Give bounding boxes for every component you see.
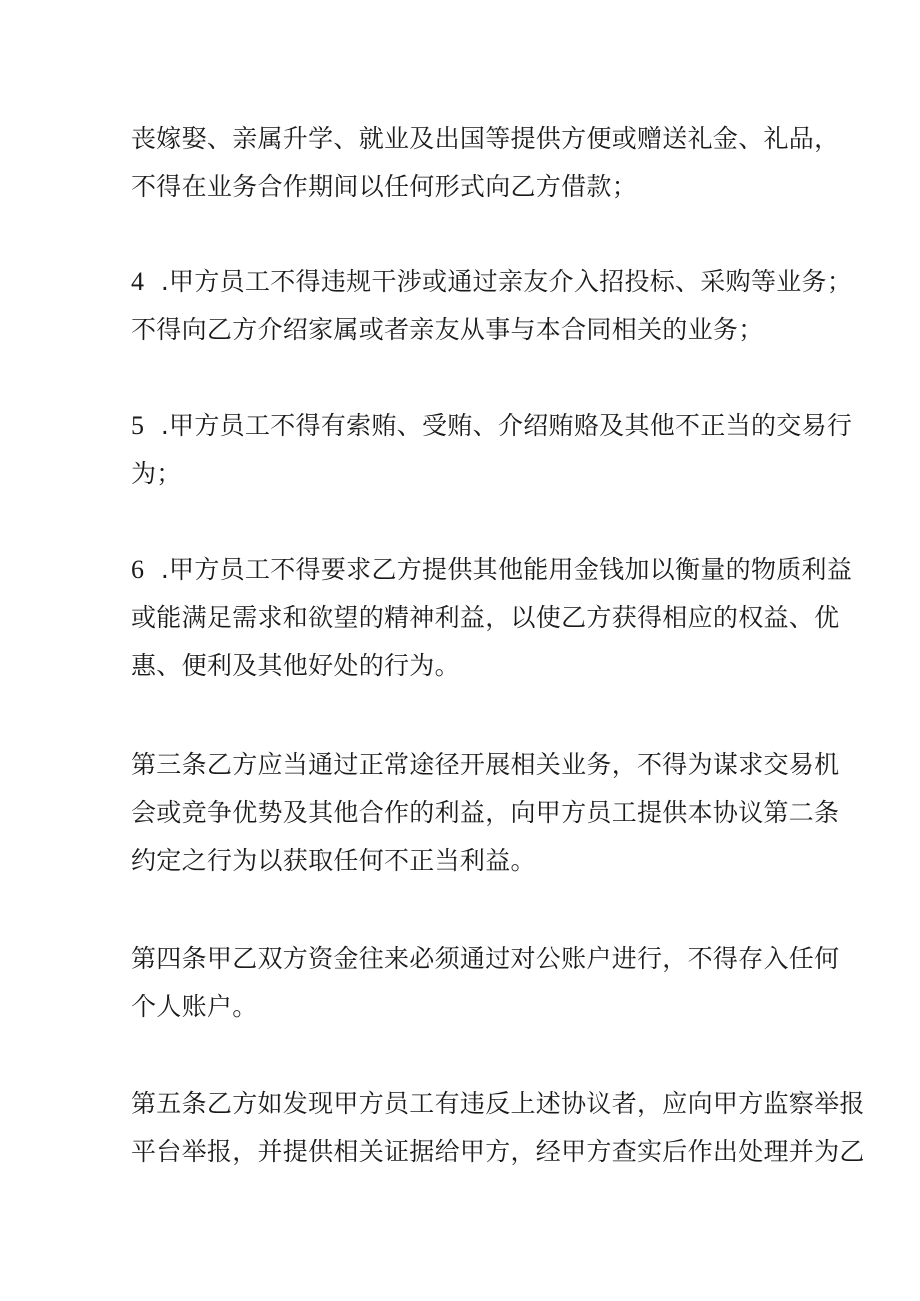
- item-number: 6: [131, 555, 145, 584]
- text-line: [131, 546, 853, 594]
- text-line: 第五条乙方如发现甲方员工有违反上述协议者，应向甲方监察举报: [131, 1089, 865, 1118]
- paragraph-item-5: [131, 402, 853, 498]
- paragraph-article-5: [131, 1080, 865, 1176]
- item-number: 4: [131, 267, 145, 296]
- text-line: 惠、便利及其他好处的行为。: [131, 651, 460, 680]
- paragraph-item-6: [131, 546, 853, 690]
- text-line: 平台举报，并提供相关证据给甲方，经甲方查实后作出处理并为乙: [131, 1137, 865, 1166]
- text-line: 第三条乙方应当通过正常途径开展相关业务，不得为谋求交易机: [131, 750, 840, 779]
- text-line: 为；: [131, 459, 182, 488]
- paragraph-article-3: [131, 741, 840, 885]
- text-line: [131, 402, 853, 450]
- text-line: 或能满足需求和欲望的精神利益，以使乙方获得相应的权益、优: [131, 603, 840, 632]
- text-line: 不得向乙方介绍家属或者亲友从事与本合同相关的业务；: [131, 315, 764, 344]
- item-text: .甲方员工不得违规干涉或通过亲友介入招投标、采购等业务；: [160, 267, 853, 296]
- paragraph-continuation: [131, 115, 840, 211]
- text-line: 不得在业务合作期间以任何形式向乙方借款；: [131, 172, 638, 201]
- item-number: 5: [131, 411, 145, 440]
- text-line: 个人账户。: [131, 992, 258, 1021]
- text-line: 约定之行为以获取任何不正当利益。: [131, 846, 536, 875]
- text-line: 会或竞争优势及其他合作的利益，向甲方员工提供本协议第二条: [131, 798, 840, 827]
- item-text: .甲方员工不得有索贿、受贿、介绍贿赂及其他不正当的交易行: [160, 411, 853, 440]
- paragraph-article-4: [131, 935, 840, 1031]
- item-text: .甲方员工不得要求乙方提供其他能用金钱加以衡量的物质利益: [160, 555, 853, 584]
- text-line: 第四条甲乙双方资金往来必须通过对公账户进行，不得存入任何: [131, 944, 840, 973]
- text-line: 丧嫁娶、亲属升学、就业及出国等提供方便或赠送礼金、礼品，: [131, 124, 840, 153]
- text-line: [131, 258, 853, 306]
- paragraph-item-4: [131, 258, 853, 354]
